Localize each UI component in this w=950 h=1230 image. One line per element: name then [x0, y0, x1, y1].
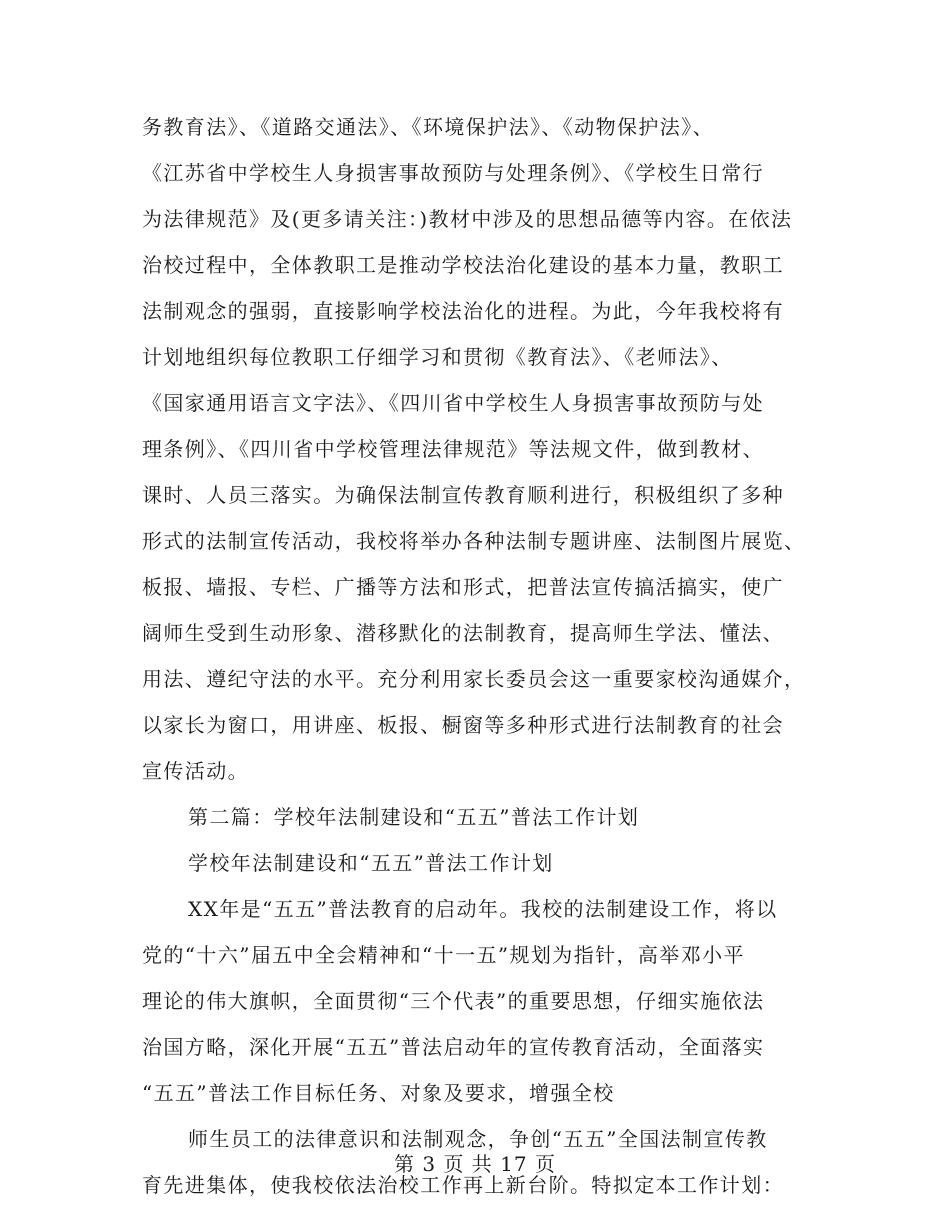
page-number: 第 3 页 共 17 页	[394, 1152, 556, 1176]
text-line: 理论的伟大旗帜，全面贯彻“三个代表”的重要思想，仔细实施依法	[142, 989, 765, 1013]
text-line: 宣传活动。	[142, 759, 249, 783]
text-line: XX年是“五五”普法教育的启动年。我校的法制建设工作，将以	[188, 897, 778, 921]
text-line: 师生员工的法律意识和法制观念，争创“五五”全国法制宣传教	[188, 1127, 768, 1151]
text-line: 计划地组织每位教职工仔细学习和贯彻《教育法》、《老师法》、	[142, 345, 733, 369]
text-line: 《国家通用语言文字法》、《四川省中学校生人身损害事故预防与处	[142, 391, 764, 415]
text-line: 课时、人员三落实。为确保法制宣传教育顺利进行，积极组织了多种	[142, 483, 784, 507]
text-line: 法制观念的强弱，直接影响学校法治化的进程。为此，今年我校将有	[142, 299, 784, 323]
document-body	[142, 104, 814, 1208]
text-line: “五五”普法工作目标任务、对象及要求，增强全校	[142, 1081, 615, 1105]
text-line: 党的“十六”届五中全会精神和“十一五”规划为指针，高举邓小平	[142, 943, 745, 967]
text-line: 板报、墙报、专栏、广播等方法和形式，把普法宣传搞活搞实，使广	[142, 575, 784, 599]
text-line: 理条例》、《四川省中学校管理法律规范》等法规文件，做到教材、	[142, 437, 764, 461]
section-title: 学校年法制建设和“五五”普法工作计划	[188, 851, 554, 875]
text-line: 《江苏省中学校生人身损害事故预防与处理条例》、《学校生日常行	[142, 161, 764, 185]
text-line: 为法律规范》及(更多请关注：)教材中涉及的思想品德等内容。在依法	[142, 207, 793, 231]
text-line: 务教育法》、《道路交通法》、《环境保护法》、《动物保护法》、	[142, 115, 714, 139]
text-line: 治国方略，深化开展“五五”普法启动年的宣传教育活动，全面落实	[142, 1035, 765, 1059]
text-line: 以家长为窗口，用讲座、板报、橱窗等多种形式进行法制教育的社会	[142, 713, 784, 737]
text-line: 治校过程中，全体教职工是推动学校法治化建设的基本力量，教职工	[142, 253, 784, 277]
text-line: 育先进集体，使我校依法治校工作再上新台阶。特拟定本工作计划：	[142, 1173, 784, 1197]
text-line: 阔师生受到生动形象、潜移默化的法制教育，提高师生学法、懂法、	[142, 621, 784, 645]
section-heading: 第二篇：学校年法制建设和“五五”普法工作计划	[188, 805, 640, 829]
text-line: 形式的法制宣传活动，我校将举办各种法制专题讲座、法制图片展览、	[142, 529, 806, 553]
text-line: 用法、遵纪守法的水平。充分利用家长委员会这一重要家校沟通媒介，	[142, 667, 806, 691]
